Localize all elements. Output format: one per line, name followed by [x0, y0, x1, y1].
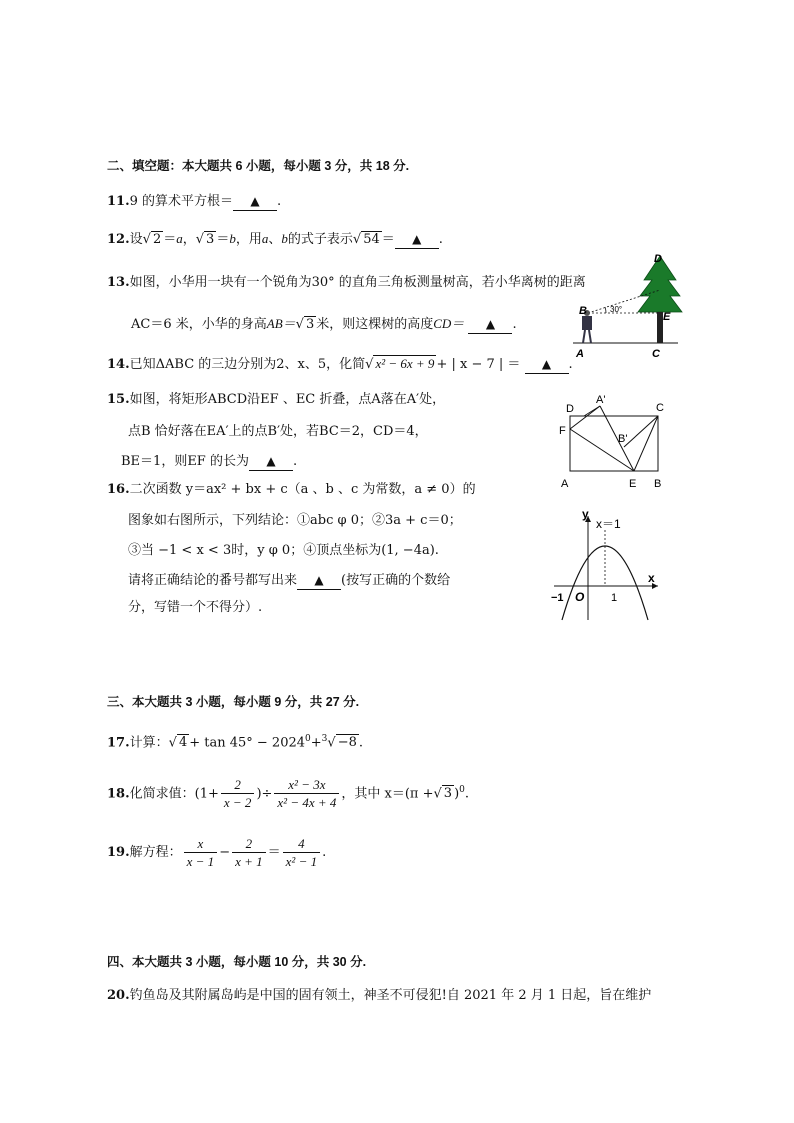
line-DA1	[584, 406, 600, 416]
person-leg	[589, 330, 591, 343]
label-A1: A'	[596, 394, 606, 406]
question-number: 13.	[107, 275, 130, 290]
section-3-title: 三、本大题共 3 小题，每小题 9 分，共 27 分.	[107, 695, 360, 709]
parabola-graph	[548, 508, 668, 623]
answer-blank: ▲	[297, 572, 341, 590]
text: )÷	[256, 786, 273, 802]
label-D: D	[566, 403, 574, 415]
question-text: 如图，小华用一块有一个锐角为30° 的直角三角板测量树高，若小华离树的距离	[129, 275, 586, 290]
question-number: 18.	[107, 786, 130, 802]
answer-blank: ▲	[233, 193, 277, 211]
question-15-line1	[107, 390, 445, 410]
label-A: A	[561, 478, 569, 490]
question-text: 9 的算术平方根＝	[129, 194, 234, 209]
var: b	[229, 231, 236, 246]
period: .	[512, 317, 517, 332]
text: ＝	[216, 232, 230, 247]
period: .	[464, 786, 470, 802]
text: ＝	[267, 845, 281, 860]
period: .	[358, 735, 363, 751]
question-number: 19.	[107, 845, 130, 860]
label-D: D	[654, 253, 662, 265]
origin-label: O	[575, 590, 585, 604]
period: .	[322, 845, 327, 860]
answer-blank: ▲	[468, 316, 512, 334]
tick-minus1: −1	[551, 592, 564, 604]
rectangle-ABCD	[570, 416, 658, 471]
question-16-line3: ③当 −1 < x < 3时，y φ 0；④顶点坐标为(1, −4a).	[128, 543, 439, 558]
question-text: 已知ΔABC 的三边分别为2、x、5，化简	[129, 357, 366, 372]
question-text: 钓鱼岛及其附属岛屿是中国的固有领土，神圣不可侵犯!自 2021 年 2 月 1 日起，旨在维护	[129, 988, 652, 1003]
text: ，用	[235, 232, 262, 247]
question-18: 18.化简求值：(1+ $\frac{2}{x - 2}$ )÷ $\frac{\text{x² − 3x}}{\text{x² − 4x + 4}}$ ，其中 x＝(π +√ 3 )$^0$.	[107, 777, 470, 811]
question-number: 16.	[107, 482, 130, 497]
answer-blank: ▲	[395, 231, 439, 249]
radicand: 2	[152, 232, 162, 247]
period: .	[438, 232, 443, 247]
question-label: 计算：	[129, 735, 169, 751]
question-text: 二次函数 y＝ax² + bx + c（a 、b 、c 为常数，a ≠ 0）的	[129, 482, 476, 497]
radicand: 3	[206, 232, 215, 247]
expression: + tan 45° − 2024	[189, 735, 306, 751]
label-B: B	[654, 478, 662, 490]
question-11	[107, 192, 281, 212]
line-FA1	[570, 406, 600, 429]
label-A: A	[576, 348, 584, 360]
var: b	[281, 231, 288, 246]
question-20	[107, 986, 651, 1006]
exponent: 0	[459, 785, 465, 795]
var: a	[176, 231, 183, 246]
line-CE	[634, 416, 658, 471]
section-4-title: 四、本大题共 3 小题，每小题 10 分，共 30 分.	[107, 955, 367, 969]
angle-label: 30°	[610, 305, 623, 314]
text: 请将正确结论的番号都写出来	[128, 573, 298, 588]
symmetry-label: x＝1	[596, 517, 621, 531]
root-index: 3	[321, 734, 328, 744]
text: ＝	[163, 232, 177, 247]
radicand: −8	[337, 735, 357, 751]
answer-blank: ▲	[249, 453, 293, 471]
person-leg	[583, 330, 585, 343]
question-15-line3	[121, 452, 297, 472]
radicand: 54	[363, 232, 380, 247]
question-label: 化简求值：	[129, 786, 195, 802]
question-16-line5: 分，写错一个不得分）.	[128, 600, 263, 615]
radicand: 3	[305, 317, 315, 332]
angle-arc	[605, 307, 606, 313]
period: .	[568, 357, 573, 372]
text: )	[454, 786, 460, 802]
tree-measurement-figure	[568, 250, 683, 362]
question-label: 解方程：	[129, 845, 182, 860]
x-label: x	[648, 571, 655, 585]
question-13-line2: AC＝6 米，小华的身高AB＝√ 3 米，则这棵树的高度CD＝ ▲ .	[131, 316, 517, 332]
text: + | x − 7 | ＝	[436, 357, 521, 372]
label-B: B	[579, 305, 587, 317]
period: .	[292, 454, 298, 469]
question-number: 12.	[107, 232, 130, 247]
label-E: E	[629, 478, 637, 490]
fraction: $\frac{2}{x + 1}$	[232, 835, 266, 870]
label-F: F	[559, 425, 566, 437]
question-16-line1	[107, 480, 476, 500]
text: 、	[268, 232, 282, 247]
question-number: 11.	[107, 194, 130, 209]
question-19	[107, 833, 326, 873]
radicand: 4	[178, 735, 188, 751]
label-C: C	[656, 402, 664, 414]
question-number: 15.	[107, 392, 130, 407]
question-number: 14.	[107, 357, 130, 372]
rectangle-fold-figure	[556, 392, 674, 492]
answer-blank: ▲	[525, 356, 569, 374]
period: .	[277, 194, 282, 209]
label-C: C	[652, 348, 660, 360]
fraction: $\frac{2}{x - 2}$	[221, 776, 255, 811]
text: ＝	[381, 232, 395, 247]
line-CB1	[624, 416, 658, 447]
question-14: 14.已知ΔABC 的三边分别为2、x、5，化简√ x² − 6x + 9 + | x − 7 | ＝ ▲ .	[107, 356, 573, 372]
question-13-line1	[107, 273, 586, 293]
var: a	[261, 231, 269, 246]
question-16-line2: 图象如右图所示，下列结论：①abc φ 0；②3a + c＝0；	[128, 513, 462, 528]
label-E: E	[663, 311, 671, 323]
text: (按写正确的个数给	[341, 573, 451, 588]
radicand: 3	[443, 786, 453, 802]
label-B1: B'	[618, 433, 628, 445]
text: ，	[182, 232, 196, 247]
question-number: 20.	[107, 988, 130, 1003]
question-12: 12.设√ 2 ＝a，√ 3 ＝b，用a、b的式子表示√ 54 ＝ ▲ .	[107, 231, 443, 247]
text: +	[310, 735, 322, 751]
question-17: 17.计算：√ $4 + \tan 45^\circ - 2024^0+^3√ -8$ .	[107, 734, 363, 751]
text: CD＝	[433, 316, 465, 331]
text: AB＝	[266, 316, 296, 331]
y-label: y	[582, 508, 589, 521]
text: BE＝1，则EF 的长为	[121, 454, 249, 469]
fraction: $\frac{\text{x² − 3x}}{\text{x² − 4x + 4}}$	[274, 776, 339, 811]
question-15-line2: 点B 恰好落在EA′上的点B′处，若BC＝2，CD＝4，	[128, 424, 428, 439]
text: AC＝6 米，小华的身高	[131, 317, 267, 332]
fraction: $\frac{4}{\text{x² − 1}}$	[283, 835, 320, 870]
question-number: 17.	[107, 735, 130, 751]
text: 的式子表示	[287, 232, 353, 247]
tick-1: 1	[611, 592, 618, 604]
radicand: x² − 6x + 9	[375, 356, 435, 371]
text: ，其中 x＝(π +	[341, 786, 434, 802]
question-text: 如图，将矩形ABCD沿EF 、EC 折叠，点A落在A′处，	[129, 392, 446, 407]
section-2-title: 二、填空题：本大题共 6 小题，每小题 3 分，共 18 分.	[107, 159, 410, 173]
person-icon	[582, 316, 592, 330]
text: (1+	[194, 786, 219, 802]
exponent: 0	[305, 734, 311, 744]
text: 设	[129, 232, 143, 247]
text: −	[219, 845, 231, 860]
question-16-line4	[128, 571, 450, 591]
fraction: $\frac{x}{x - 1}$	[184, 835, 218, 870]
text: 米，则这棵树的高度	[316, 317, 434, 332]
